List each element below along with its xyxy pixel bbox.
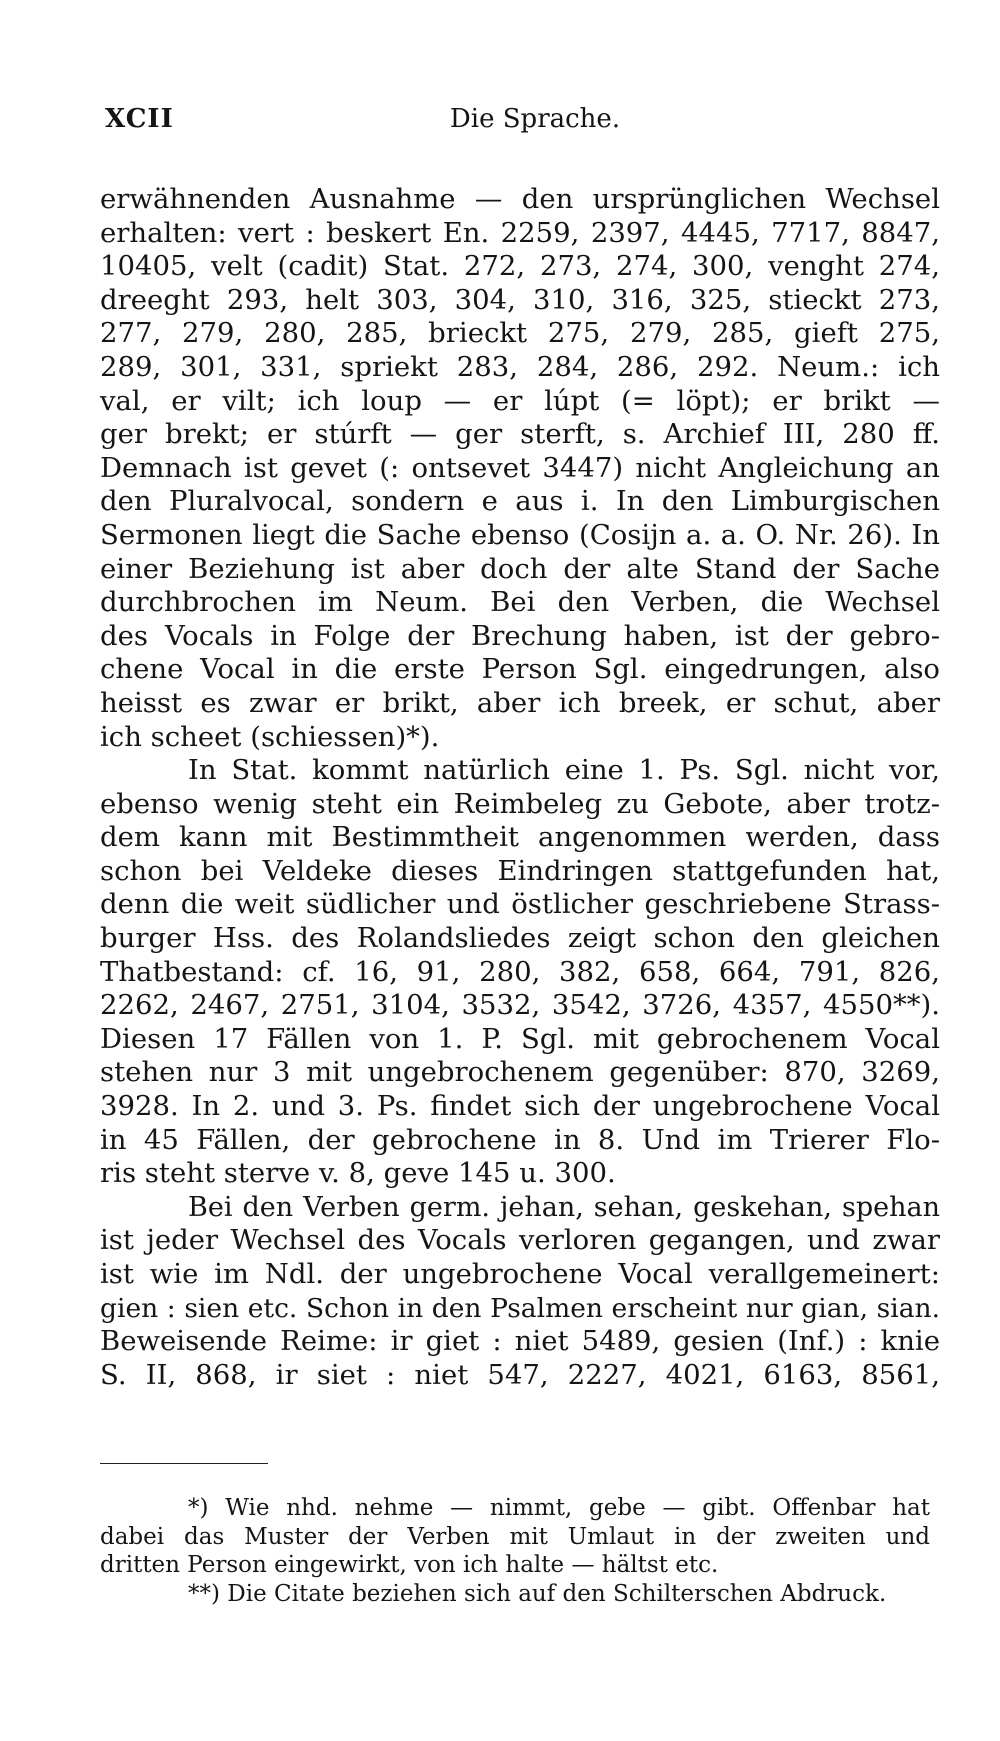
body-line: 289, 301, 331, spriekt 283, 284, 286, 292. Neum.: ich [100,350,940,383]
footnote-rule [100,1463,268,1464]
body-line: heisst es zwar er brikt, aber ich breek, er schut, aber [100,686,940,719]
body-line: gien : sien etc. Schon in den Psalmen erscheint nur gian, sian. [100,1292,940,1324]
body-line: Beweisende Reime: ir giet : niet 5489, gesien (Inf.) : knie [100,1325,940,1358]
body-line: Diesen 17 Fällen von 1. P. Sgl. mit gebrochenem Vocal [100,1022,940,1055]
body-line: erhalten: vert : beskert En. 2259, 2397, 4445, 7717, 8847, [100,216,940,249]
body-line: chene Vocal in die erste Person Sgl. eingedrungen, also [100,653,940,686]
body-line: stehen nur 3 mit ungebrochenem gegenüber: 870, 3269, [100,1056,940,1089]
footnote-line: **) Die Citate beziehen sich auf den Schilterschen Abdruck. [188,1580,887,1607]
body-line: schon bei Veldeke dieses Eindringen stattgefunden hat, [100,854,940,887]
body-text [100,183,940,1392]
body-line: Thatbestand: cf. 16, 91, 280, 382, 658, 664, 791, 826, [100,955,940,988]
body-line: val, er vilt; ich loup — er lúpt (= löpt); er brikt — [100,384,940,417]
body-line: Sermonen liegt die Sache ebenso (Cosijn a. a. O. Nr. 26). In [100,518,940,551]
body-line: 277, 279, 280, 285, brieckt 275, 279, 285, gieft 275, [100,317,940,350]
paragraph-start-line: Bei den Verben germ. jehan, sehan, geskehan, spehan [188,1191,940,1223]
page-number: XCII [105,104,174,134]
body-line: erwähnenden Ausnahme — den ursprünglichen Wechsel [100,183,940,215]
running-title: Die Sprache. [449,104,621,134]
body-line: 3928. In 2. und 3. Ps. findet sich der ungebrochene Vocal [100,1090,940,1123]
footnotes [100,1494,930,1608]
body-line: ger brekt; er stúrft — ger sterft, s. Archief III, 280 ff. [100,418,940,451]
paragraph-end-line: ich scheet (schiessen)*). [100,720,440,753]
body-line: des Vocals in Folge der Brechung haben, ist der gebro- [100,619,940,652]
body-line: denn die weit südlicher und östlicher geschriebene Strass- [100,888,940,921]
footnote-line: *) Wie nhd. nehme — nimmt, gebe — gibt. Offenbar hat [188,1495,930,1521]
body-line: dreeght 293, helt 303, 304, 310, 316, 325, stieckt 273, [100,283,940,316]
running-head [105,104,895,144]
footnote-line: dritten Person eingewirkt, von ich halte — hältst etc. [100,1552,719,1578]
body-line: einer Beziehung ist aber doch der alte Stand der Sache [100,552,940,585]
body-line: S. II, 868, ir siet : niet 547, 2227, 4021, 6163, 8561, [100,1358,940,1391]
body-line: ist wie im Ndl. der ungebrochene Vocal verallgemeinert: [100,1258,940,1290]
body-line: Demnach ist gevet (: ontsevet 3447) nicht Angleichung an [100,451,940,484]
body-line: den Pluralvocal, sondern e aus i. In den Limburgischen [100,485,940,518]
body-line: burger Hss. des Rolandsliedes zeigt schon den gleichen [100,922,940,955]
footnote-line: dabei das Muster der Verben mit Umlaut in der zweiten und [100,1523,930,1550]
body-line: 10405, velt (cadit) Stat. 272, 273, 274, 300, venght 274, [100,250,940,283]
body-line: dem kann mit Bestimmtheit angenommen werden, dass [100,821,940,854]
body-line: ist jeder Wechsel des Vocals verloren gegangen, und zwar [100,1224,940,1257]
paragraph-end-line: ris steht sterve v. 8, geve 145 u. 300. [100,1157,616,1190]
body-line: in 45 Fällen, der gebrochene in 8. Und im Trierer Flo- [100,1123,940,1156]
paragraph-start-line: In Stat. kommt natürlich eine 1. Ps. Sgl. nicht vor, [188,754,940,787]
body-line: 2262, 2467, 2751, 3104, 3532, 3542, 3726, 4357, 4550**). [100,989,940,1022]
body-line: durchbrochen im Neum. Bei den Verben, die Wechsel [100,586,940,619]
body-line: ebenso wenig steht ein Reimbeleg zu Gebote, aber trotz- [100,787,940,820]
